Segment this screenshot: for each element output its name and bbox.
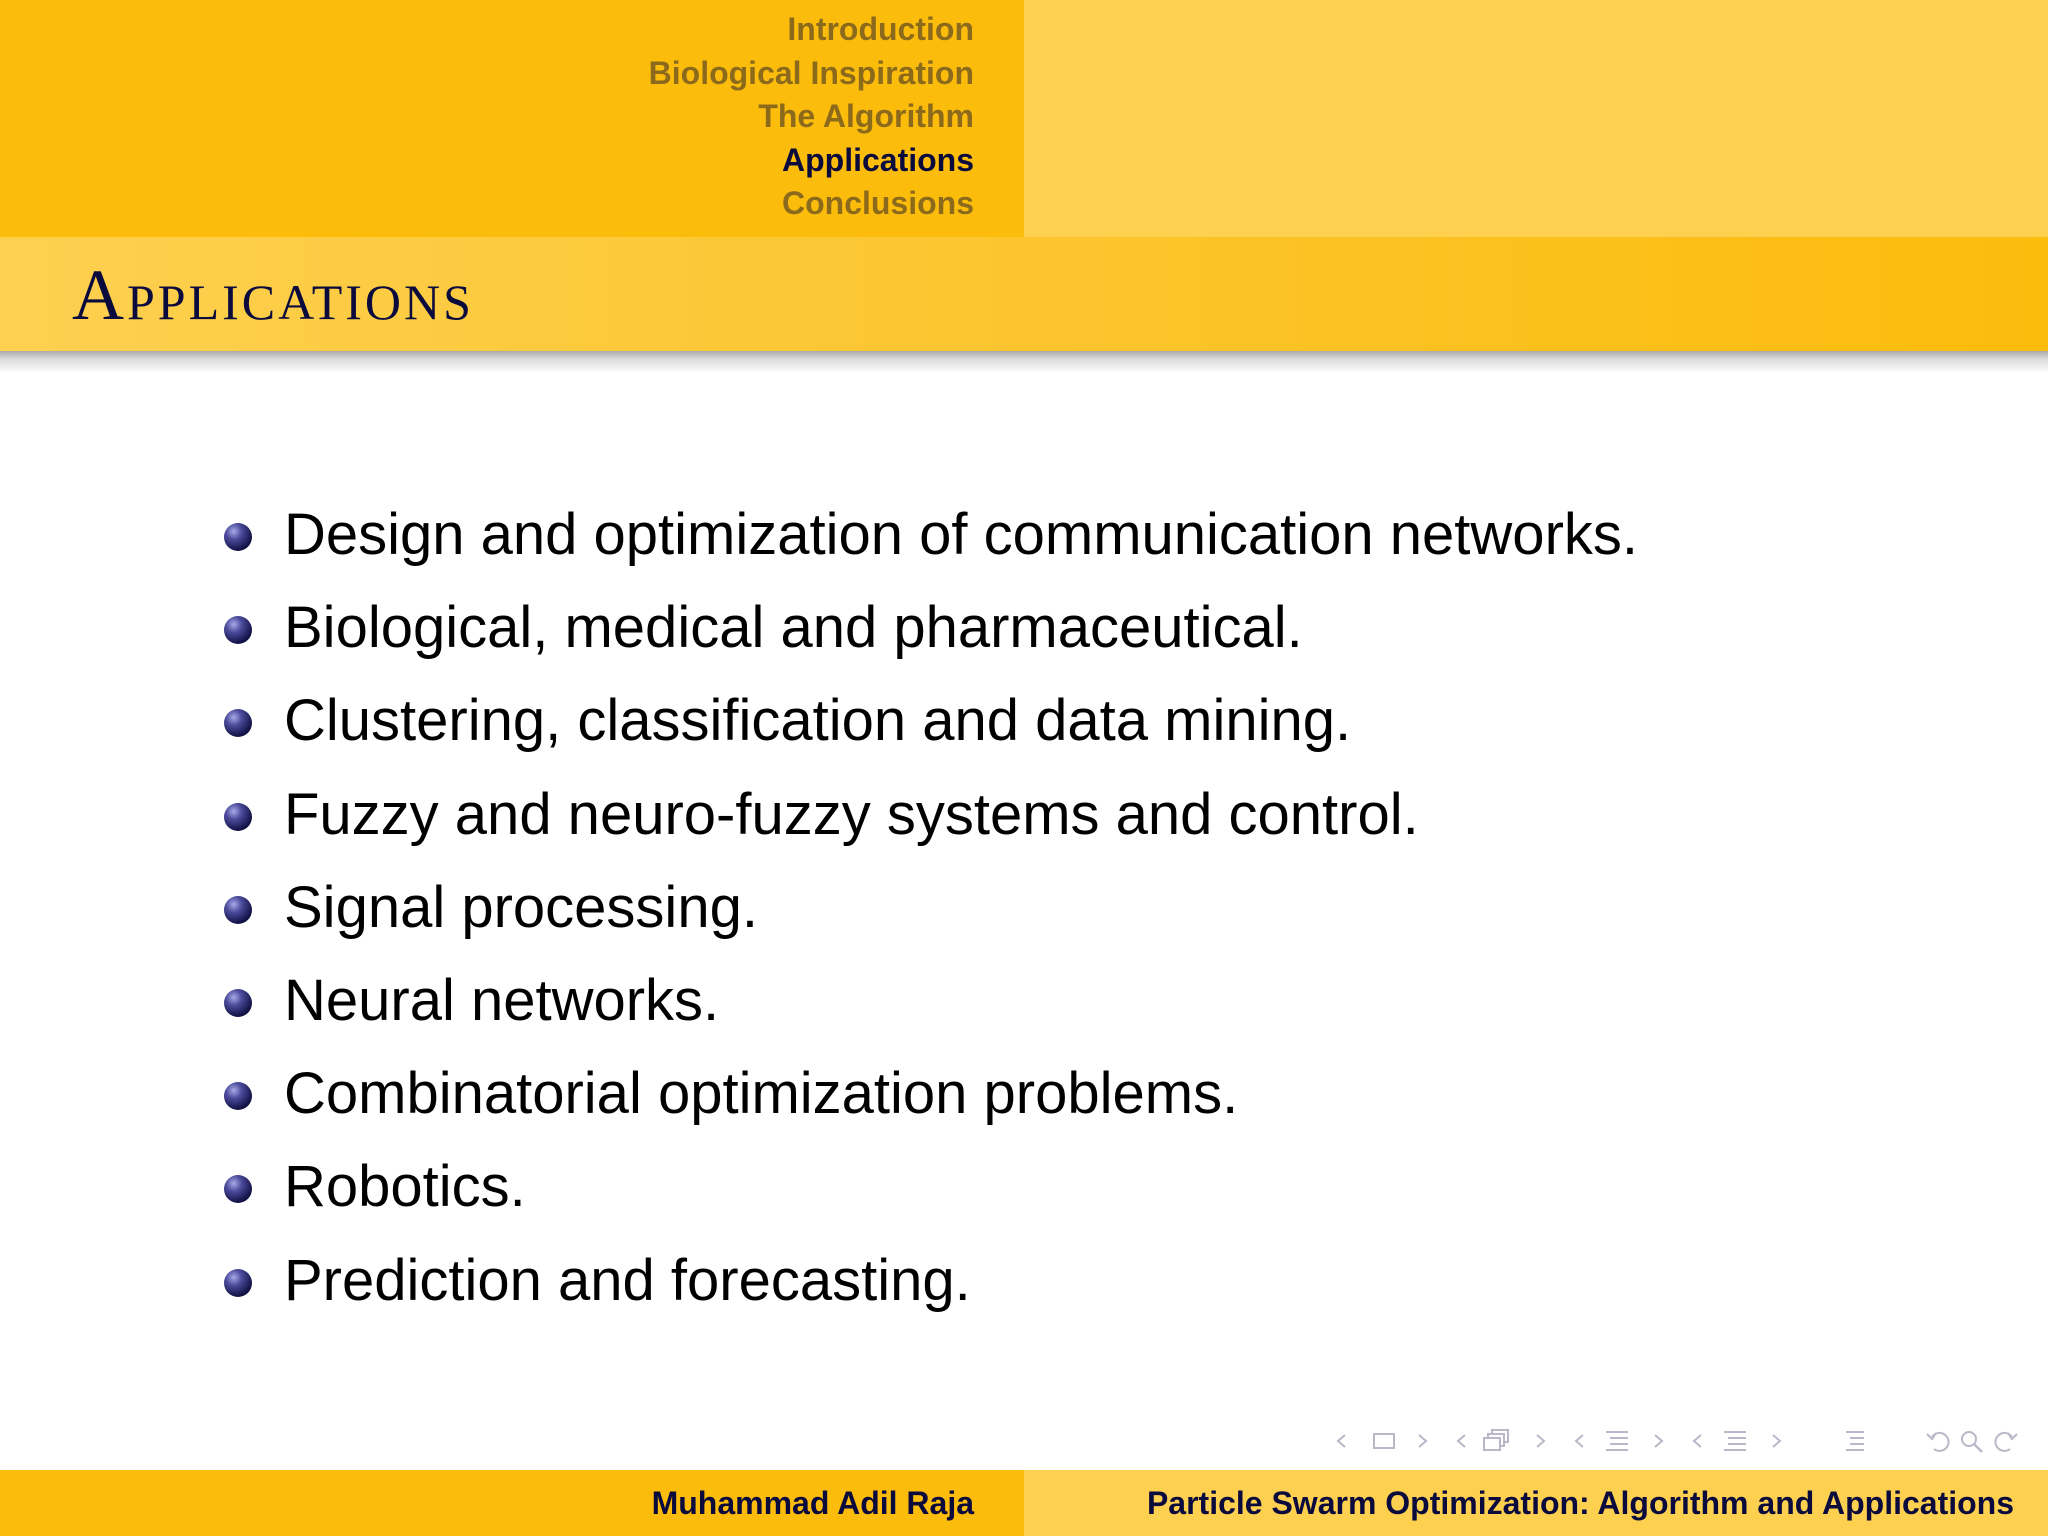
bullet-ball-icon bbox=[224, 896, 252, 924]
nav-item-introduction[interactable]: Introduction bbox=[787, 11, 974, 47]
bullet-ball-icon bbox=[224, 709, 252, 737]
bullet-ball-icon bbox=[224, 616, 252, 644]
list-item bbox=[0, 1152, 2048, 1222]
footer-left-panel bbox=[0, 1470, 1024, 1536]
list-item bbox=[0, 966, 2048, 1036]
list-item bbox=[0, 500, 2048, 570]
appendix-next-icon[interactable] bbox=[1770, 1426, 1784, 1456]
list-item bbox=[0, 1059, 2048, 1129]
bullet-text: Combinatorial optimization problems. bbox=[284, 1061, 1239, 1126]
bullet-text: Robotics. bbox=[284, 1154, 526, 1219]
frame-icon[interactable] bbox=[1372, 1426, 1396, 1456]
footer-author: Muhammad Adil Raja bbox=[651, 1485, 974, 1521]
subsection-prev-icon[interactable] bbox=[1454, 1426, 1468, 1456]
nav-item-applications[interactable]: Applications bbox=[781, 141, 974, 178]
bullet-ball-icon bbox=[224, 1082, 252, 1110]
toc-icon[interactable] bbox=[1842, 1426, 1868, 1456]
appendix-icon[interactable] bbox=[1722, 1426, 1748, 1456]
navigation-symbols bbox=[1330, 1426, 2030, 1456]
bullet-text: Design and optimization of communication networks. bbox=[284, 502, 1638, 567]
frame-next-icon[interactable] bbox=[1416, 1426, 1430, 1456]
list-item bbox=[0, 1246, 2048, 1316]
bullet-ball-icon bbox=[224, 803, 252, 831]
bullet-text: Neural networks. bbox=[284, 968, 720, 1033]
bullet-text: Clustering, classification and data mining. bbox=[284, 688, 1352, 753]
section-icon[interactable] bbox=[1604, 1426, 1630, 1456]
nav-item-conclusions[interactable]: Conclusions bbox=[781, 185, 974, 221]
list-item bbox=[0, 593, 2048, 663]
slide-title: Applications bbox=[72, 255, 474, 335]
subsection-next-icon[interactable] bbox=[1534, 1426, 1548, 1456]
title-shadow bbox=[0, 351, 2048, 373]
section-navigation bbox=[649, 8, 974, 226]
header-left-panel bbox=[0, 0, 1024, 237]
list-item bbox=[0, 873, 2048, 943]
frame-prev-icon[interactable] bbox=[1334, 1426, 1348, 1456]
bullet-ball-icon bbox=[224, 523, 252, 551]
footer-presentation-title: Particle Swarm Optimization: Algorithm and Applications bbox=[1146, 1485, 2014, 1521]
header-right-panel bbox=[1024, 0, 2048, 237]
search-icon[interactable] bbox=[1958, 1426, 1986, 1456]
section-prev-icon[interactable] bbox=[1572, 1426, 1586, 1456]
title-bar bbox=[0, 237, 2048, 351]
forward-icon[interactable] bbox=[1990, 1426, 2020, 1456]
bullet-text: Fuzzy and neuro-fuzzy systems and control. bbox=[284, 782, 1419, 847]
bullet-ball-icon bbox=[224, 1175, 252, 1203]
bullet-text: Prediction and forecasting. bbox=[284, 1248, 971, 1313]
list-item bbox=[0, 686, 2048, 756]
nav-item-biological-inspiration[interactable]: Biological Inspiration bbox=[648, 54, 974, 91]
list-item bbox=[0, 780, 2048, 850]
section-next-icon[interactable] bbox=[1652, 1426, 1666, 1456]
bullet-ball-icon bbox=[224, 1269, 252, 1297]
appendix-prev-icon[interactable] bbox=[1690, 1426, 1704, 1456]
bullet-text: Signal processing. bbox=[284, 875, 758, 940]
bullet-text: Biological, medical and pharmaceutical. bbox=[284, 595, 1303, 660]
header bbox=[0, 0, 2048, 237]
nav-item-the-algorithm[interactable]: The Algorithm bbox=[758, 98, 974, 134]
footer bbox=[0, 1470, 2048, 1536]
subsection-icon[interactable] bbox=[1482, 1426, 1512, 1456]
footer-right-panel bbox=[1024, 1470, 2048, 1536]
back-icon[interactable] bbox=[1924, 1426, 1954, 1456]
bullet-ball-icon bbox=[224, 989, 252, 1017]
